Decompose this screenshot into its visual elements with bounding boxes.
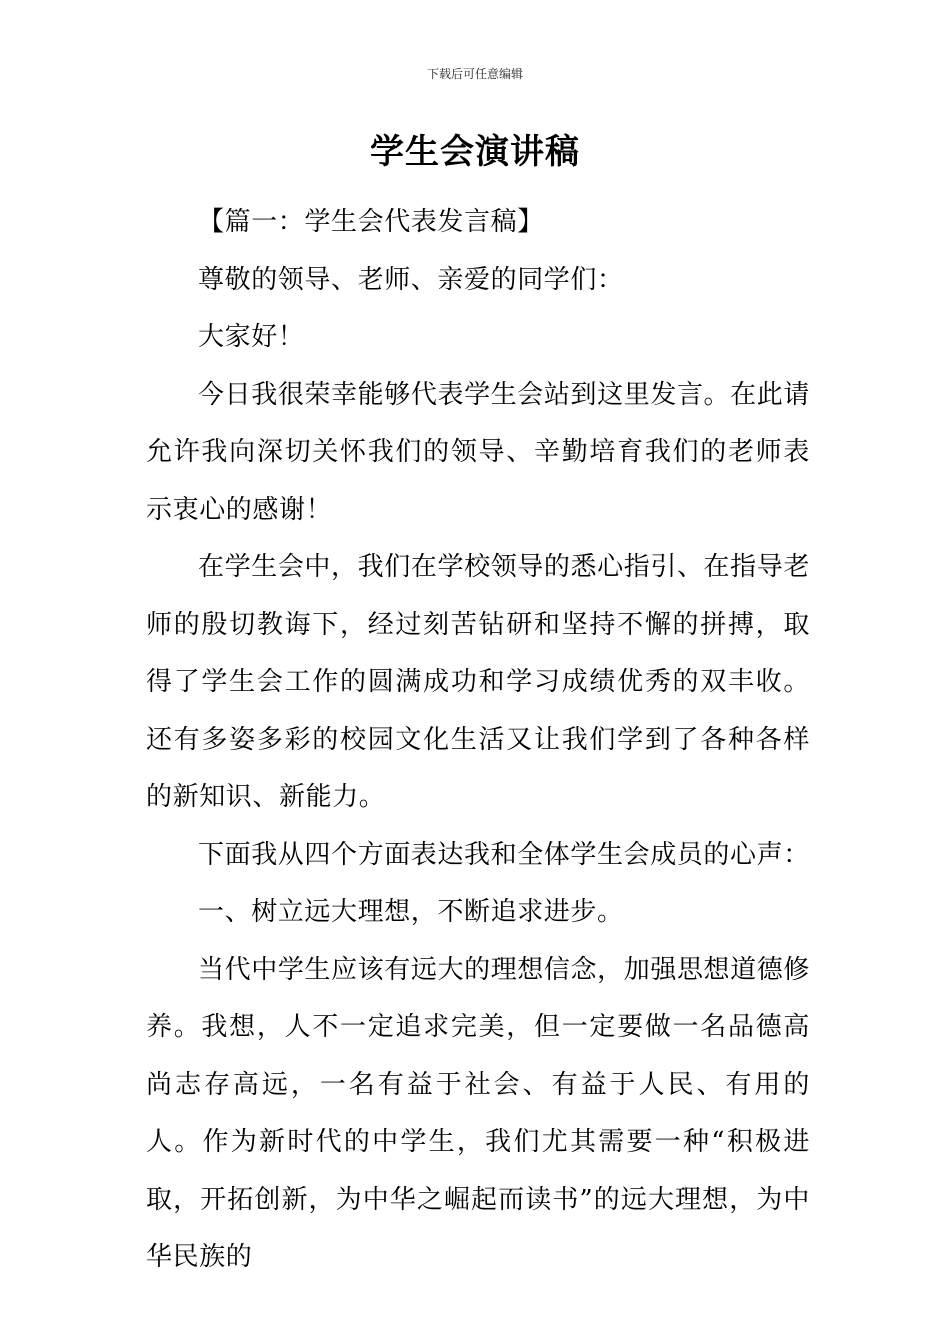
paragraph: 今日我很荣幸能够代表学生会站到这里发言。在此请允许我向深切关怀我们的领导、辛勤培育我们的老师表示衷心的感谢！ [146,379,810,525]
subheading: 一、树立远大理想，不断追求进步。 [198,897,624,927]
section-heading: 【篇一：学生会代表发言稿】 [198,207,544,237]
paragraph: 下面我从四个方面表达我和全体学生会成员的心声： [198,839,810,870]
greeting: 大家好！ [198,322,305,352]
document-body [146,194,810,1287]
document-title: 学生会演讲稿 [370,132,580,172]
salutation: 尊敬的领导、老师、亲爱的同学们： [198,264,624,295]
header-note: 下载后可任意编辑 [426,67,523,81]
paragraph: 当代中学生应该有远大的理想信念，加强思想道德修养。我想，人不一定追求完美，但一定要做一名品德高尚志存高远，一名有益于社会、有益于人民、有用的人。作为新时代的中学生，我们尤其需要一种“积极进取，开拓创新，为中华之崛起而读书”的远大理想，为中华民族的 [146,954,810,1272]
paragraph: 在学生会中，我们在学校领导的悉心指引、在指导老师的殷切教诲下，经过刻苦钻研和坚持不懈的拼搏，取得了学生会工作的圆满成功和学习成绩优秀的双丰收。还有多姿多彩的校园文化生活又让我们学到了各种各样的新知识、新能力。 [146,552,810,812]
